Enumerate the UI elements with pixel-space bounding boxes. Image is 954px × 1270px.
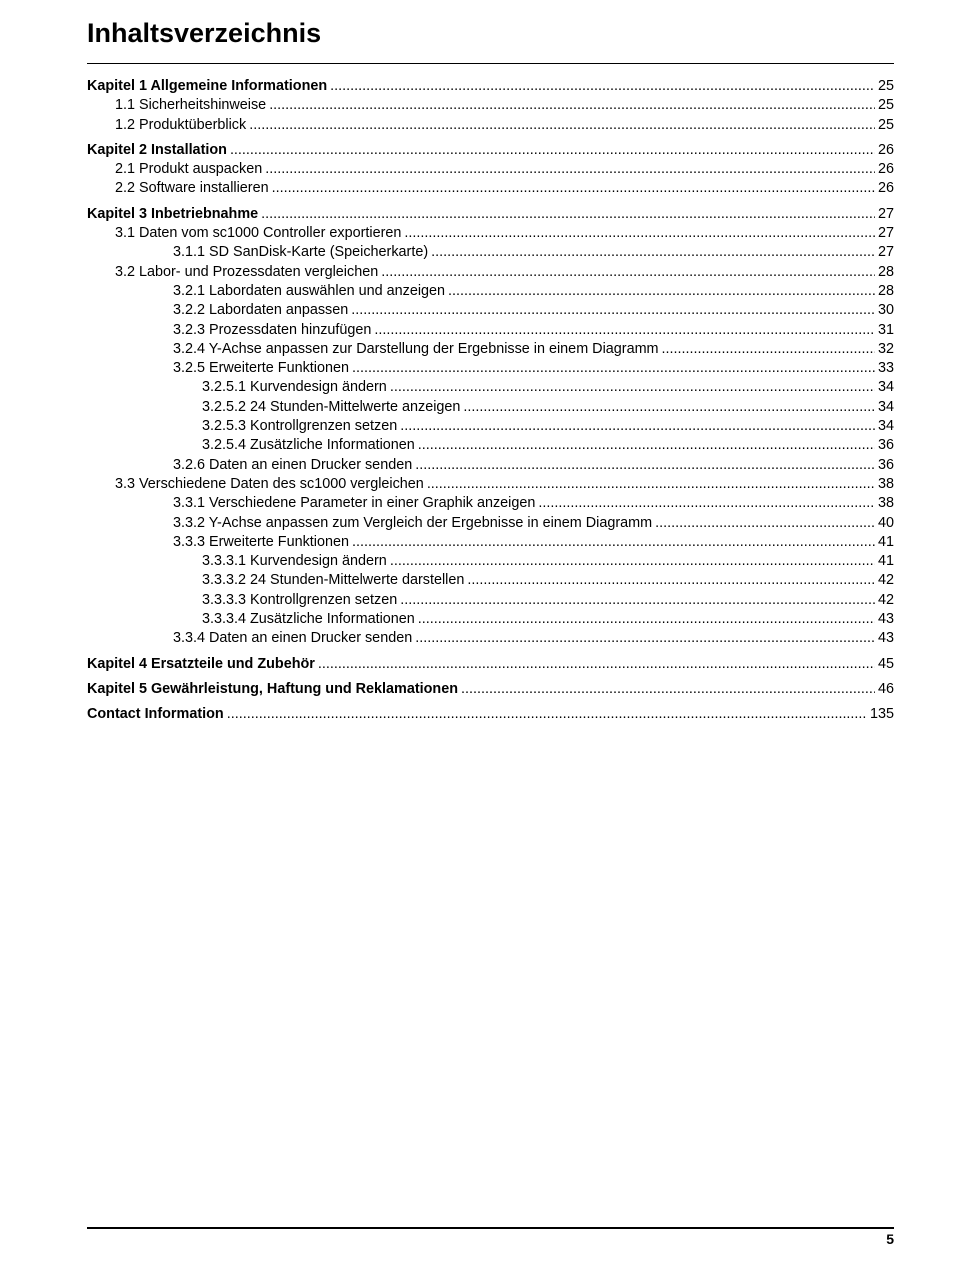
toc-entry-page: 40 [877,514,894,531]
title-divider [87,63,894,64]
toc-chapter-entry[interactable] [87,77,894,96]
dot-leader [261,205,875,224]
dot-leader [463,398,875,417]
dot-leader [351,301,875,320]
toc-section-entry[interactable] [87,321,894,340]
dot-leader [227,705,867,724]
table-of-contents [87,77,894,725]
dot-leader [400,591,875,610]
toc-entry-page: 27 [877,244,894,261]
toc-entry-title: Kapitel 1 Allgemeine Informationen [87,78,328,94]
toc-section-entry[interactable] [87,610,894,629]
dot-leader [461,680,875,699]
toc-entry-title: Kapitel 4 Ersatzteile und Zubehör [87,655,315,672]
toc-entry-page: 38 [877,495,894,512]
dot-leader [427,475,875,494]
dot-leader [431,243,875,262]
toc-section-entry[interactable] [87,378,894,397]
toc-section-entry[interactable] [87,96,894,115]
toc-entry-title: 3.1.1 SD SanDisk-Karte (Speicherkarte) [173,244,429,261]
toc-entry-page: 45 [877,655,894,672]
toc-entry-page: 46 [877,680,894,697]
toc-entry-page: 36 [877,437,894,454]
toc-entry-page: 42 [877,591,894,608]
toc-entry-page: 42 [877,572,894,589]
dot-leader [467,571,875,590]
toc-section-entry[interactable] [87,263,894,282]
dot-leader [269,96,875,115]
toc-section-entry[interactable] [87,533,894,552]
page-number: 5 [886,1231,894,1247]
toc-entry-page: 34 [877,418,894,435]
toc-entry-title: 3.2.5.4 Zusätzliche Informationen [202,437,415,454]
toc-entry-page: 28 [877,282,894,299]
toc-entry-title: Kapitel 3 Inbetriebnahme [87,205,259,222]
toc-entry-page: 41 [877,533,894,550]
toc-entry-page: 38 [877,475,894,492]
toc-entry-title: 3.2.5.2 24 Stunden-Mittelwerte anzeigen [202,398,461,415]
toc-section-entry[interactable] [87,417,894,436]
toc-entry-title: Kapitel 5 Gewährleistung, Haftung und Reklamationen [87,680,459,697]
toc-entry-title: Contact Information [87,706,224,723]
toc-section-entry[interactable] [87,398,894,417]
toc-entry-title: 3.2.5.1 Kurvendesign ändern [202,379,387,396]
toc-section-entry[interactable] [87,224,894,243]
dot-leader [390,552,875,571]
toc-section-entry[interactable] [87,629,894,648]
page-title: Inhaltsverzeichnis [87,18,322,48]
toc-section-entry[interactable] [87,514,894,533]
toc-entry-title: 3.1 Daten vom sc1000 Controller exportieren [115,225,402,242]
dot-leader [318,655,875,674]
toc-entry-title: 3.3.3.3 Kontrollgrenzen setzen [202,591,398,608]
toc-chapter-entry[interactable] [87,705,894,724]
dot-leader [352,359,875,378]
toc-entry-title: 3.2.6 Daten an einen Drucker senden [173,456,413,473]
toc-entry-page: 41 [877,553,894,570]
toc-entry-title: 3.3 Verschiedene Daten des sc1000 vergleichen [115,475,424,492]
toc-section-entry[interactable] [87,179,894,198]
dot-leader [404,224,875,243]
dot-leader [418,610,875,629]
toc-entry-title: 3.2.4 Y-Achse anpassen zur Darstellung der Ergebnisse in einem Diagramm [173,340,659,357]
dot-leader [330,77,875,96]
toc-chapter-entry[interactable] [87,205,894,224]
toc-entry-title: 3.3.4 Daten an einen Drucker senden [173,630,413,647]
dot-leader [415,629,875,648]
toc-section-entry[interactable] [87,340,894,359]
toc-entry-title: 3.2 Labor- und Prozessdaten vergleichen [115,263,379,280]
dot-leader [400,417,875,436]
toc-entry-page: 135 [869,706,894,723]
footer-divider [87,1227,894,1229]
toc-entry-page: 25 [877,116,894,133]
toc-entry-title: Kapitel 2 Installation [87,141,227,158]
toc-entry-title: 1.2 Produktüberblick [115,116,247,133]
toc-section-entry[interactable] [87,571,894,590]
toc-entry-title: 3.3.3 Erweiterte Funktionen [173,533,349,550]
toc-entry-page: 25 [877,78,894,94]
toc-entry-title: 3.3.2 Y-Achse anpassen zum Vergleich der Ergebnisse in einem Diagramm [173,514,653,531]
toc-chapter-entry[interactable] [87,680,894,699]
toc-entry-page: 26 [877,161,894,178]
toc-section-entry[interactable] [87,494,894,513]
toc-entry-title: 3.3.3.4 Zusätzliche Informationen [202,611,415,628]
toc-entry-page: 27 [877,225,894,242]
toc-entry-page: 33 [877,360,894,377]
toc-entry-title: 3.2.5.3 Kontrollgrenzen setzen [202,418,398,435]
toc-entry-page: 43 [877,611,894,628]
dot-leader [662,340,875,359]
dot-leader [374,321,875,340]
dot-leader [655,514,875,533]
toc-entry-title: 3.3.3.1 Kurvendesign ändern [202,553,387,570]
dot-leader [415,456,875,475]
toc-entry-page: 34 [877,398,894,415]
dot-leader [390,378,875,397]
toc-entry-page: 27 [877,205,894,222]
toc-section-entry[interactable] [87,475,894,494]
dot-leader [352,533,875,552]
toc-entry-title: 3.3.1 Verschiedene Parameter in einer Graphik anzeigen [173,495,536,512]
toc-entry-page: 26 [877,180,894,197]
dot-leader [249,116,875,135]
toc-entry-title: 3.3.3.2 24 Stunden-Mittelwerte darstellen [202,572,465,589]
toc-entry-page: 36 [877,456,894,473]
toc-entry-page: 32 [877,340,894,357]
toc-entry-title: 3.2.3 Prozessdaten hinzufügen [173,321,372,338]
toc-section-entry[interactable] [87,591,894,610]
toc-entry-title: 3.2.5 Erweiterte Funktionen [173,360,349,377]
toc-entry-page: 28 [877,263,894,280]
toc-entry-page: 30 [877,302,894,319]
dot-leader [448,282,875,301]
toc-entry-page: 31 [877,321,894,338]
toc-entry-title: 3.2.1 Labordaten auswählen und anzeigen [173,282,446,299]
toc-entry-page: 43 [877,630,894,647]
dot-leader [381,263,875,282]
dot-leader [272,179,875,198]
toc-section-entry[interactable] [87,116,894,135]
toc-entry-title: 2.2 Software installieren [115,180,269,197]
toc-section-entry[interactable] [87,301,894,320]
toc-section-entry[interactable] [87,160,894,179]
dot-leader [418,436,875,455]
toc-entry-page: 26 [877,141,894,158]
toc-section-entry[interactable] [87,436,894,455]
toc-chapter-entry[interactable] [87,655,894,674]
toc-section-entry[interactable] [87,359,894,378]
toc-entry-title: 3.2.2 Labordaten anpassen [173,302,349,319]
dot-leader [230,141,875,160]
toc-section-entry[interactable] [87,243,894,262]
toc-entry-page: 25 [877,97,894,114]
toc-chapter-entry[interactable] [87,141,894,160]
toc-entry-title: 2.1 Produkt auspacken [115,161,263,178]
toc-section-entry[interactable] [87,552,894,571]
toc-entry-title: 1.1 Sicherheitshinweise [115,97,267,114]
dot-leader [265,160,875,179]
dot-leader [538,494,875,513]
toc-entry-page: 34 [877,379,894,396]
toc-section-entry[interactable] [87,282,894,301]
toc-section-entry[interactable] [87,456,894,475]
